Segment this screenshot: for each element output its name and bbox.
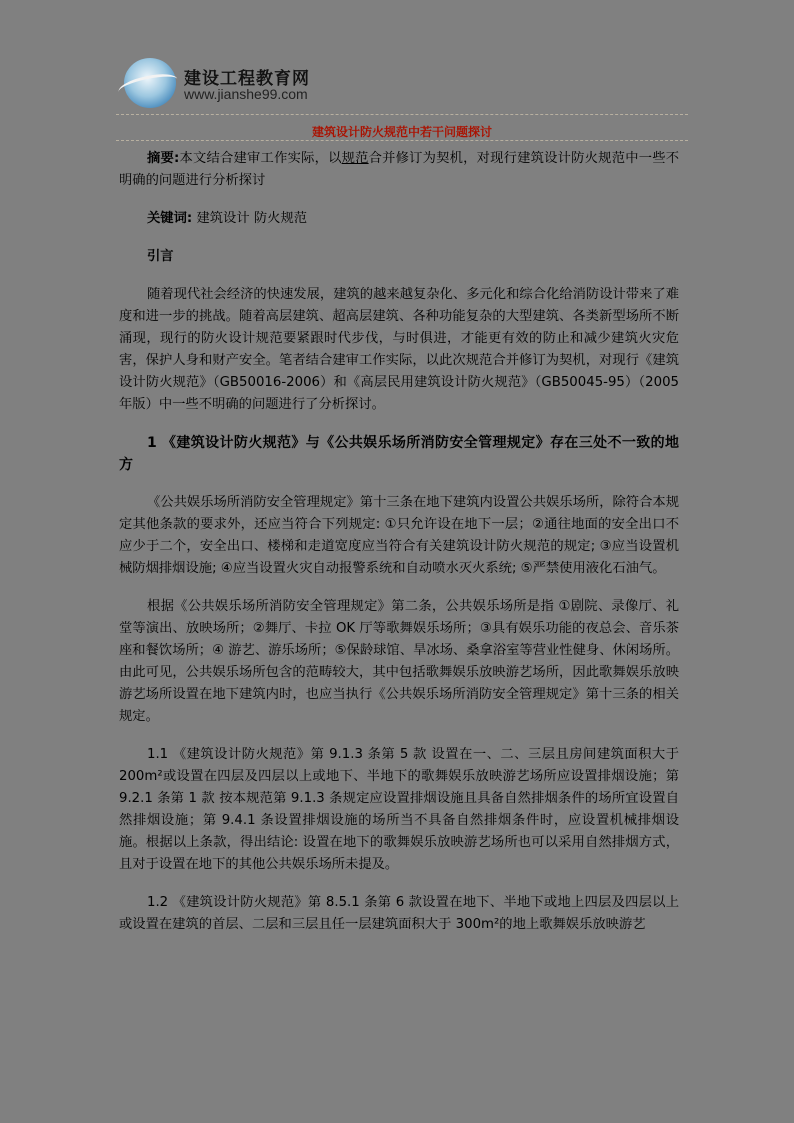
section-1-heading: 1 《建筑设计防火规范》与《公共娱乐场所消防安全管理规定》存在三处不一致的地方 — [119, 435, 679, 473]
keywords-value: 建筑设计 防火规范 — [192, 211, 308, 226]
paragraph-4: 1.2 《建筑设计防火规范》第 8.5.1 条第 6 款设置在地下、半地下或地上四层及四层以上或设置在建筑的首层、二层和三层且任一层建筑面积大于 300m²的地上歌舞娱乐放映游艺 — [119, 895, 679, 932]
site-header — [118, 54, 378, 110]
abstract-text-end: 合并修订为契机，对现行建筑设计防火规范中一些不明确的问题进行分析探讨 — [119, 151, 680, 188]
brand-url[interactable]: www.jianshe99.com — [184, 86, 308, 102]
abstract-paragraph — [119, 148, 679, 192]
paragraph-3: 1.1 《建筑设计防火规范》第 9.1.3 条第 5 款 设置在一、二、三层且房间建筑面积大于 200m²或设置在四层及四层以上或地下、半地下的歌舞娱乐放映游艺场所应设置排烟设施；第 9.2.1 条第 1 款 按本规范第 9.1.3 条规定应设置排烟设施且具备自然排烟条件的场所宜设置自然排烟设施；第 9.4.1 条设置排烟设施的场所当不具备自然排烟条件时，应设置机械排烟设施。根据以上条款，得出结论: 设置在地下的歌舞娱乐放映游艺场所也可以采用自然排烟方式，且对于设置在地下的其他公共娱乐场所未提及。 — [119, 747, 679, 872]
brand-name: 建设工程教育网 — [184, 69, 310, 89]
keywords-label: 关键词: — [147, 211, 193, 226]
abstract-link[interactable]: 规范 — [341, 151, 369, 166]
document-title: 建筑设计防火规范中若干问题探讨 — [311, 125, 492, 139]
header-divider-bottom — [116, 140, 688, 141]
intro-heading: 引言 — [147, 249, 174, 264]
header-divider-top — [116, 114, 688, 115]
paragraph-2: 根据《公共娱乐场所消防安全管理规定》第二条，公共娱乐场所是指 ①剧院、录像厅、礼堂等演出、放映场所；②舞厅、卡拉 OK 厅等歌舞娱乐场所；③具有娱乐功能的夜总会、音乐茶座和餐饮场所；④ 游艺、游乐场所；⑤保龄球馆、旱冰场、桑拿浴室等营业性健身、休闲场所。由此可见，公共娱乐场所包含的范畴较大，其中包括歌舞娱乐放映游艺场所，因此歌舞娱乐放映游艺场所设置在地下建筑内时，也应当执行《公共娱乐场所消防安全管理规定》第十三条的相关规定。 — [119, 599, 679, 724]
intro-paragraph: 随着现代社会经济的快速发展，建筑的越来越复杂化、多元化和综合化给消防设计带来了难度和进一步的挑战。随着高层建筑、超高层建筑、各种功能复杂的大型建筑、各类新型场所不断涌现，现行的防火设计规范要紧跟时代步伐，与时俱进，才能更有效的防止和减少建筑火灾危害，保护人身和财产安全。笔者结合建审工作实际，以此次规范合并修订为契机，对现行《建筑设计防火规范》（GB50016-2006）和《高层民用建筑设计防火规范》（GB50045-95）（2005 年版）中一些不明确的问题进行了分析探讨。 — [119, 287, 679, 412]
abstract-text-start: 本文结合建审工作实际，以 — [179, 151, 342, 166]
paragraph-1: 《公共娱乐场所消防安全管理规定》第十三条在地下建筑内设置公共娱乐场所，除符合本规定其他条款的要求外，还应当符合下列规定: ①只允许设在地下一层；②通往地面的安全出口不应少于二个，安全出口、楼梯和走道宽度应当符合有关建筑设计防火规范的规定; ③应当设置机械防烟排烟设施; ④应当设置火灾自动报警系统和自动喷水灭火系统; ⑤严禁使用液化石油气。 — [119, 495, 679, 576]
document-body — [119, 148, 679, 952]
keywords-paragraph — [119, 208, 679, 230]
abstract-label: 摘要: — [147, 151, 180, 166]
